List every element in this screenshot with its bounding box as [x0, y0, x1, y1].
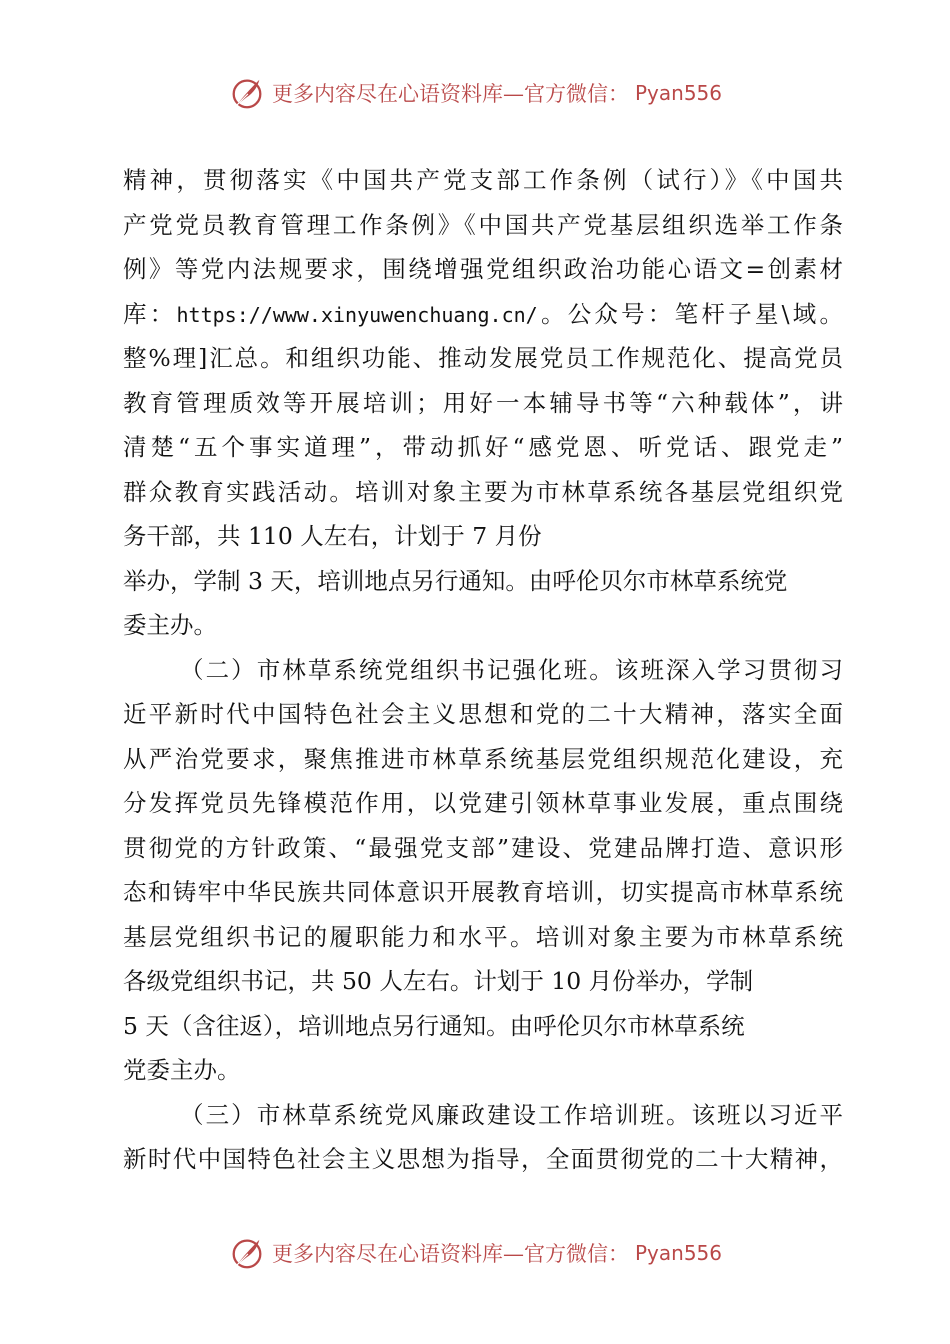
text-line: 近平新时代中国特色社会主义思想和党的二十大精神，落实全面: [123, 700, 843, 728]
text-line: 新时代中国特色社会主义思想为指导，全面贯彻党的二十大精神，: [123, 1145, 843, 1173]
text-fragment: 库：: [123, 299, 177, 328]
text-line: 态和铸牢中华民族共同体意识开展教育培训，切实提高市林草系统: [123, 878, 843, 906]
text-line-with-url: [123, 292, 843, 337]
text-line: （三）市林草系统党风廉政建设工作培训班。该班以习近平: [180, 1100, 843, 1129]
text-line: 务干部，共 110 人左右，计划于 7 月份: [123, 522, 542, 550]
text-fragment: 。公众号：笔杆子星\域。: [537, 299, 844, 328]
watermark-text: 更多内容尽在心语资料库—官方微信：: [271, 1242, 629, 1266]
text-line: 委主办。: [123, 611, 217, 639]
paragraph-3: [123, 1093, 843, 1182]
text-line: 分发挥党员先锋模范作用，以党建引领林草事业发展，重点围绕: [123, 789, 843, 817]
website-url: https://www.xinyuwenchuang.cn/: [176, 302, 538, 327]
paragraph-2: [123, 648, 843, 1093]
text-line: （二）市林草系统党组织书记强化班。该班深入学习贯彻习: [180, 655, 843, 684]
text-line: 教育管理质效等开展培训；用好一本辅导书等“六种载体”，讲: [123, 388, 843, 417]
footer-watermark: [0, 1234, 950, 1272]
document-body: [123, 158, 843, 1182]
text-line: 各级党组织书记，共 50 人左右。计划于 10 月份举办，学制: [123, 967, 754, 995]
text-line: 清楚“五个事实道理”，带动抓好“感党恩、听党话、跟党走”: [123, 433, 843, 461]
text-line: 基层党组织书记的履职能力和水平。培训对象主要为市林草系统: [123, 922, 843, 951]
paragraph-1: [123, 158, 843, 648]
text-line: 例》等党内法规要求，围绕增强党组织政治功能心语文=创素材: [123, 255, 843, 283]
text-line: 产党党员教育管理工作条例》《中国共产党基层组织选举工作条: [123, 210, 843, 239]
text-line: 精神，贯彻落实《中国共产党支部工作条例（试行）》《中国共: [123, 166, 843, 194]
text-line: 从严治党要求，聚焦推进市林草系统基层党组织规范化建设，充: [123, 744, 843, 773]
header-watermark: [0, 74, 950, 112]
watermark-text: 更多内容尽在心语资料库—官方微信：: [271, 82, 629, 106]
text-line: 群众教育实践活动。培训对象主要为市林草系统各基层党组织党: [123, 477, 843, 506]
quill-pen-logo-icon: [228, 1234, 266, 1272]
text-line: 5 天（含往返），培训地点另行通知。由呼伦贝尔市林草系统: [123, 1011, 745, 1040]
quill-pen-logo-icon: [228, 74, 266, 112]
text-line: 整%理]汇总。和组织功能、推动发展党员工作规范化、提高党员: [123, 344, 843, 372]
text-line: 党委主办。: [123, 1056, 241, 1084]
text-line: 贯彻党的方针政策、“最强党支部”建设、党建品牌打造、意识形: [123, 833, 843, 862]
text-line: 举办，学制 3 天，培训地点另行通知。由呼伦贝尔市林草系统党: [123, 566, 788, 595]
watermark-wechat-id: Pyan556: [634, 1241, 722, 1265]
watermark-wechat-id: Pyan556: [634, 81, 722, 105]
